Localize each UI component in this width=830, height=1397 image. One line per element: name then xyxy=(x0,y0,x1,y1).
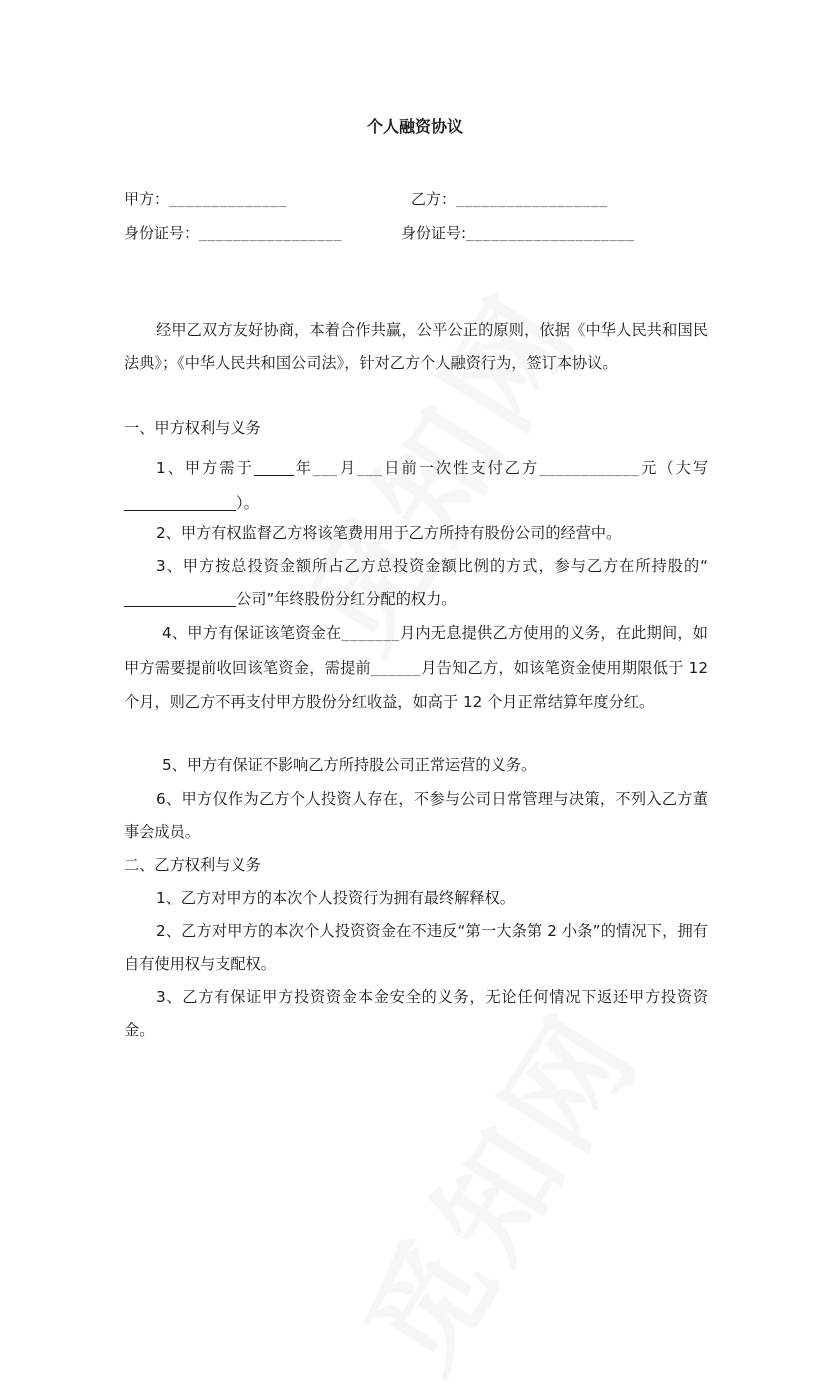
intro-paragraph: 经甲乙双方友好协商，本着合作共赢，公平公正的原则，依据《中华人民共和国民法典》；《中华人民共和国公司法》，针对乙方个人融资行为，签订本协议。 xyxy=(124,321,708,372)
month-blank: ___ xyxy=(313,462,339,477)
section-2-item-2: 2、乙方对甲方的本次个人投资资金在不违反“第一大条第 2 小条”的情况下，拥有自有使用权与支配权。 xyxy=(124,922,708,973)
party-a-id-field xyxy=(124,222,342,243)
year-blank xyxy=(254,459,294,476)
party-b-blank: __________________ xyxy=(456,193,608,208)
section-2-heading: 二、乙方权利与义务 xyxy=(124,856,261,874)
party-b-id-field xyxy=(401,222,635,243)
day-blank: ___ xyxy=(357,462,383,477)
party-b-label: 乙方： xyxy=(411,190,457,208)
months-blank: _______ xyxy=(341,627,400,642)
party-b-id-label: 身份证号: xyxy=(401,224,467,242)
section-1-item-6: 6、甲方仅作为乙方个人投资人存在，不参与公司日常管理与决策，不列入乙方董事会成员。 xyxy=(124,790,708,841)
amount-words-blank xyxy=(124,494,236,511)
party-a-blank: ______________ xyxy=(169,193,287,208)
document-title: 个人融资协议 xyxy=(366,117,463,136)
section-1-item-1: 1、甲方需于 年___月___日前一次性支付乙方____________元（大写）。 xyxy=(124,452,708,519)
notice-months-blank: ______ xyxy=(370,661,421,677)
party-b-field xyxy=(411,188,608,209)
section-2-item-1: 1、乙方对甲方的本次个人投资行为拥有最终解释权。 xyxy=(156,889,515,907)
section-1-item-3: 3、甲方按总投资金额所占乙方总投资金额比例的方式，参与乙方在所持股的“公司”年终股份分红分配的权力。 xyxy=(124,550,708,615)
party-b-id-blank: ____________________ xyxy=(466,227,635,242)
section-2-item-3: 3、乙方有保证甲方投资资金本金安全的义务，无论任何情况下返还甲方投资资金。 xyxy=(124,988,708,1039)
party-a-id-blank: _________________ xyxy=(199,227,343,242)
section-1-heading: 一、甲方权利与义务 xyxy=(124,419,261,437)
section-1-item-2: 2、甲方有权监督乙方将该笔费用用于乙方所持有股份公司的经营中。 xyxy=(156,524,622,542)
amount-blank: ____________ xyxy=(539,462,640,477)
party-a-id-label: 身份证号： xyxy=(124,224,200,242)
party-a-label: 甲方： xyxy=(124,190,170,208)
section-1-item-5: 5、甲方有保证不影响乙方所持股公司正常运营的义务。 xyxy=(162,756,537,774)
section-1-item-4: 4、甲方有保证该笔资金在_______月内无息提供乙方使用的义务，在此期间，如甲方需要提前收回该笔资金，需提前______月告知乙方，如该笔资金使用期限低于 12 个月，则乙方不再支付甲方股份分红收益，如高于 12 个月正常结算年度分红。 xyxy=(124,624,709,712)
company-blank xyxy=(124,590,236,607)
party-a-field xyxy=(124,188,287,209)
